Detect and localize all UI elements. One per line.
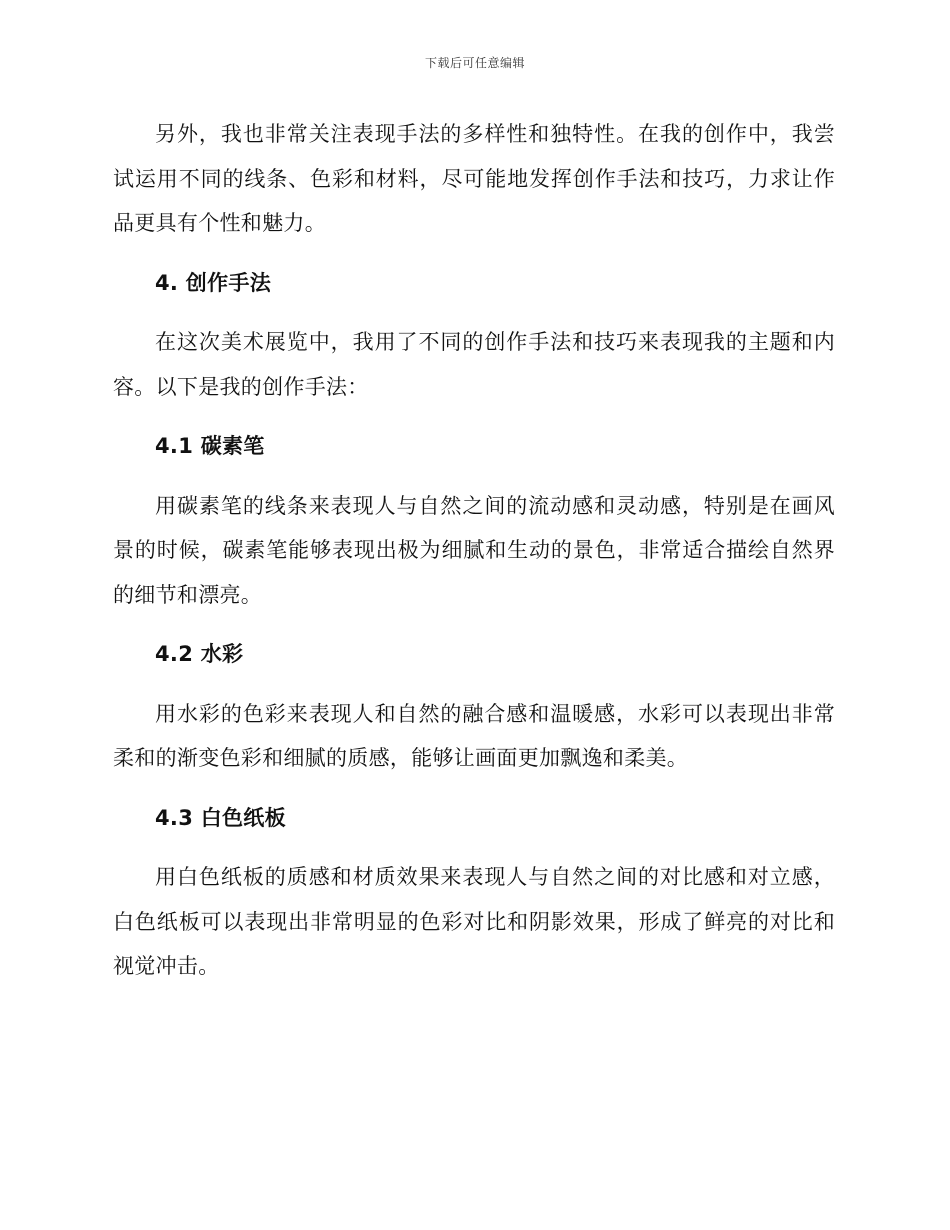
section-heading-creation-methods: 4. 创作手法 — [155, 270, 271, 295]
spacer — [113, 781, 835, 796]
paragraph-expression-techniques: 另外，我也非常关注表现手法的多样性和独特性。在我的创作中，我尝试运用不同的线条、色彩和材料，尽可能地发挥创作手法和技巧，力求让作品更具有个性和魅力。 — [113, 122, 835, 235]
paragraph-creation-methods-intro: 在这次美术展览中，我用了不同的创作手法和技巧来表现我的主题和内容。以下是我的创作手法： — [113, 330, 835, 399]
document-body — [113, 112, 835, 989]
paragraph-white-cardboard: 用白色纸板的质感和材质效果来表现人与自然之间的对比感和对立感，白色纸板可以表现出非常明显的色彩对比和阴影效果，形成了鲜亮的对比和视觉冲击。 — [113, 865, 835, 978]
spacer — [113, 617, 835, 632]
spacer — [113, 840, 835, 855]
spacer — [113, 305, 835, 320]
paragraph-carbon-pen: 用碳素笔的线条来表现人与自然之间的流动感和灵动感，特别是在画风景的时候，碳素笔能够表现出极为细腻和生动的景色，非常适合描绘自然界的细节和漂亮。 — [113, 493, 835, 607]
paragraph-watercolor: 用水彩的色彩来表现人和自然的融合感和温暖感，水彩可以表现出非常柔和的渐变色彩和细腻的质感，能够让画面更加飘逸和柔美。 — [113, 701, 835, 770]
subsection-heading-carbon-pen: 4.1 碳素笔 — [155, 434, 265, 458]
spacer — [113, 246, 835, 261]
subsection-heading-watercolor: 4.2 水彩 — [155, 642, 244, 666]
spacer — [113, 469, 835, 484]
subsection-heading-white-cardboard: 4.3 白色纸板 — [155, 805, 286, 830]
page-header: 下载后可任意编辑 — [424, 56, 525, 70]
spacer — [113, 677, 835, 692]
spacer — [113, 409, 835, 424]
